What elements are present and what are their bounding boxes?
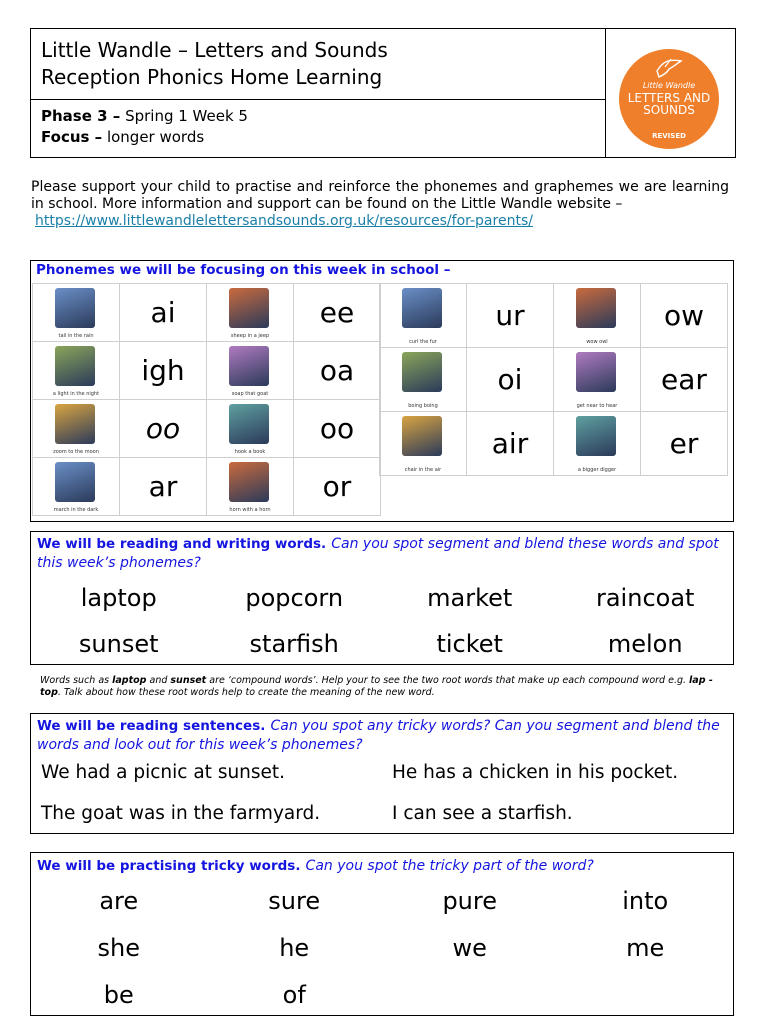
phoneme-row (33, 284, 381, 342)
word: are (99, 886, 139, 915)
word: sure (268, 886, 321, 915)
word-row (31, 971, 733, 1018)
phase-value: Spring 1 Week 5 (125, 107, 248, 125)
picture-icon (402, 416, 442, 456)
grapheme: oo (294, 400, 381, 458)
word: melon (607, 630, 683, 658)
word: sunset (78, 630, 159, 658)
tricky-words-table (31, 877, 733, 1018)
word: laptop (80, 584, 157, 612)
picture-caption: horn with a horn (229, 507, 271, 513)
word: market (427, 584, 513, 612)
bird-icon (655, 57, 683, 79)
word-row (31, 621, 733, 667)
header-box (30, 28, 736, 158)
phonemes-grid-left (32, 283, 381, 516)
picture-icon (229, 404, 269, 444)
phoneme-picture (380, 284, 467, 348)
phoneme-picture (33, 342, 120, 400)
phoneme-row (380, 348, 728, 412)
page-title (41, 37, 388, 91)
picture-caption: zoom to the moon (53, 449, 99, 455)
grapheme: ur (467, 284, 554, 348)
phoneme-picture (380, 412, 467, 476)
tricky-prompt: Can you spot the tricky part of the word? (305, 858, 594, 874)
reading-words-heading: We will be reading and writing words. (37, 536, 327, 552)
note-word-sunset: sunset (170, 675, 207, 686)
picture-caption: wow owl (586, 339, 608, 345)
sentences-prompt: Can you spot any tricky words? Can you segment and blend the words and look out for this week’s phonemes? (37, 718, 720, 753)
picture-caption: sheep in a jeep (230, 333, 270, 339)
compound-words-note: Words such as laptop and sunset are ‘compound words’. Help your to see the two root words that make up each compound word e.g. lap - top. Talk about how these root words help to create the meaning of the new word. (40, 675, 713, 698)
phoneme-picture (207, 284, 294, 342)
grapheme: ai (120, 284, 207, 342)
intro-paragraph (31, 179, 729, 230)
little-wandle-logo (619, 49, 719, 149)
focus-value: longer words (106, 128, 205, 146)
title-line-1: Little Wandle – Letters and Sounds (41, 38, 388, 62)
picture-icon (55, 404, 95, 444)
picture-caption: march in the dark (53, 507, 99, 513)
word: starfish (249, 630, 339, 658)
phoneme-row (33, 342, 381, 400)
sentence-4: I can see a starfish. (392, 803, 573, 824)
focus-label: Focus – (41, 128, 103, 146)
picture-icon (576, 416, 616, 456)
picture-caption: hook a book (234, 449, 266, 455)
grapheme: ee (294, 284, 381, 342)
word: we (452, 933, 487, 962)
word-row (31, 575, 733, 621)
word-row (31, 924, 733, 971)
sentence-3: The goat was in the farmyard. (41, 803, 321, 824)
phoneme-row (33, 458, 381, 516)
word: be (103, 980, 134, 1009)
phoneme-picture (33, 284, 120, 342)
grapheme: oi (467, 348, 554, 412)
grapheme: oa (294, 342, 381, 400)
logo-small-text: Little Wandle (642, 81, 696, 90)
grapheme: air (467, 412, 554, 476)
phoneme-picture (33, 400, 120, 458)
phoneme-row (380, 412, 728, 476)
word: me (626, 933, 665, 962)
phonemes-grid-right (379, 283, 728, 476)
picture-caption: tail in the rain (58, 333, 94, 339)
grapheme: or (294, 458, 381, 516)
picture-icon (576, 352, 616, 392)
title-line-2: Reception Phonics Home Learning (41, 65, 383, 89)
grapheme: oo (120, 400, 207, 458)
sentence-2: He has a chicken in his pocket. (392, 762, 679, 783)
note-word-lap-top: lap - top (40, 675, 713, 698)
picture-icon (402, 288, 442, 328)
picture-caption: a bigger digger (577, 467, 617, 473)
word: he (279, 933, 310, 962)
phoneme-picture (554, 412, 641, 476)
phoneme-picture (554, 348, 641, 412)
grapheme: igh (120, 342, 207, 400)
phoneme-picture (380, 348, 467, 412)
grapheme: ear (641, 348, 728, 412)
logo-revised: REVISED (652, 132, 686, 140)
word-row (31, 877, 733, 924)
phoneme-row (33, 400, 381, 458)
picture-caption: get near to hear (576, 403, 618, 409)
picture-caption: a light in the night (52, 391, 100, 397)
logo-line2: SOUNDS (643, 103, 695, 117)
phonemes-heading: Phonemes we will be focusing on this week in school – (36, 262, 451, 278)
logo-line1: LETTERS AND (627, 91, 711, 105)
word (557, 971, 733, 1018)
word: of (282, 980, 306, 1009)
picture-caption: soap that goat (231, 391, 269, 397)
intro-text: Please support your child to practise and reinforce the phonemes and graphemes we are learning in school. More information and support can be found on the Little Wandle website – (31, 179, 729, 212)
reading-words-prompt: Can you spot segment and blend these words and spot this week’s phonemes? (37, 536, 719, 571)
picture-icon (55, 288, 95, 328)
phase-label: Phase 3 – (41, 107, 121, 125)
word: pure (442, 886, 497, 915)
phoneme-picture (207, 400, 294, 458)
picture-icon (55, 346, 95, 386)
sentences-heading: We will be reading sentences. (37, 718, 266, 734)
grapheme: er (641, 412, 728, 476)
picture-icon (55, 462, 95, 502)
word: ticket (436, 630, 503, 658)
reading-words-section (30, 531, 734, 665)
phoneme-row (380, 284, 728, 348)
phoneme-picture (33, 458, 120, 516)
note-word-laptop: laptop (112, 675, 147, 686)
reading-words-table (31, 575, 733, 667)
word: into (622, 886, 669, 915)
picture-icon (576, 288, 616, 328)
phase-focus (41, 106, 248, 148)
word: popcorn (245, 584, 344, 612)
phoneme-picture (207, 342, 294, 400)
word: she (97, 933, 140, 962)
phoneme-picture (207, 458, 294, 516)
word: raincoat (595, 584, 695, 612)
grapheme: ar (120, 458, 207, 516)
word (382, 971, 558, 1018)
sentences-section (30, 713, 734, 834)
picture-icon (229, 462, 269, 502)
logo-main-text (619, 92, 719, 116)
parents-resources-link[interactable]: https://www.littlewandlelettersandsounds.org.uk/resources/for-parents/ (35, 213, 533, 229)
picture-caption: curl the fur (409, 339, 437, 345)
picture-caption: chair in the air (404, 467, 442, 473)
picture-icon (229, 288, 269, 328)
sentence-1: We had a picnic at sunset. (41, 762, 286, 783)
grapheme: ow (641, 284, 728, 348)
tricky-heading: We will be practising tricky words. (37, 858, 301, 874)
tricky-words-section (30, 852, 734, 1016)
picture-icon (229, 346, 269, 386)
picture-caption: boing boing (408, 403, 438, 409)
phonemes-section (30, 260, 734, 522)
picture-icon (402, 352, 442, 392)
phoneme-picture (554, 284, 641, 348)
